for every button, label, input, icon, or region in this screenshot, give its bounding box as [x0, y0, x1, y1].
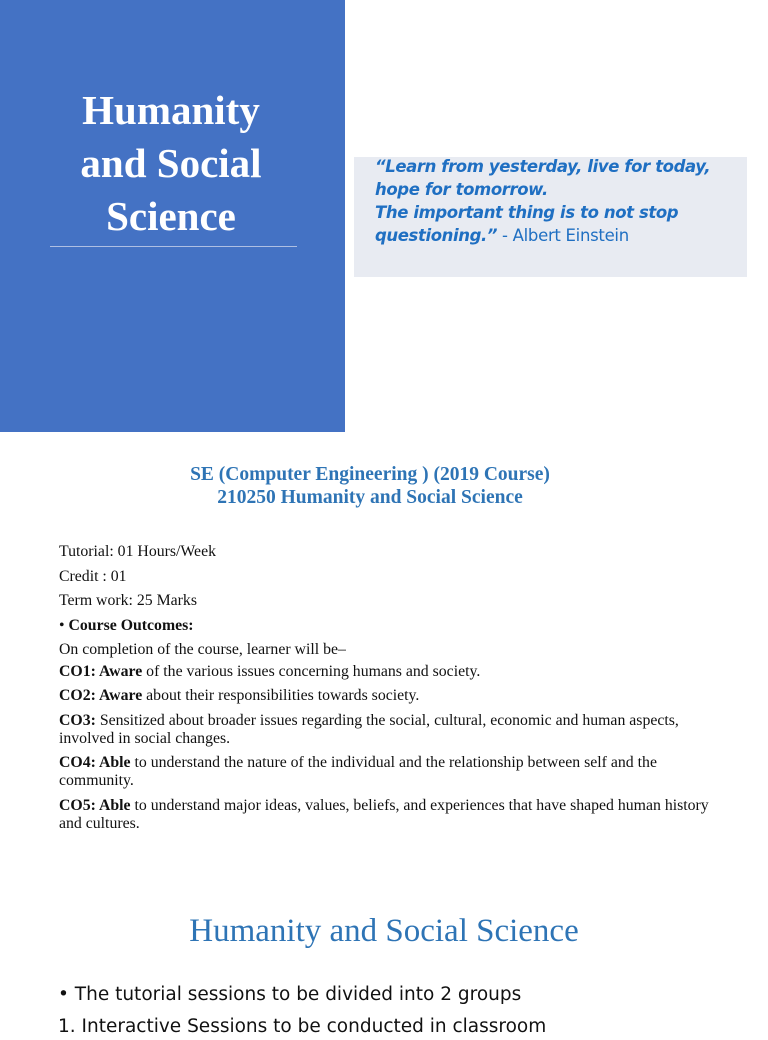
quote-line: The important thing is to not stop: [375, 203, 679, 222]
outcome-code: CO1:: [59, 662, 99, 680]
outcome-code: CO3:: [59, 711, 100, 729]
course-heading-line2: 210250 Humanity and Social Science: [217, 487, 523, 508]
outcome-text: about their responsibilities towards society.: [142, 687, 420, 705]
author-name: Dr Madhavi Pradhan: [608, 306, 722, 321]
tutorial-slide: [0, 880, 768, 1037]
title-line: and Social: [80, 140, 262, 186]
title-slide: [0, 0, 768, 432]
author-institution: AISSMS College of Engg, Pune: [547, 330, 722, 345]
title-line: Science: [106, 193, 236, 239]
course-heading-line1: SE (Computer Engineering ) (2019 Course): [190, 464, 550, 485]
course-slide: [0, 432, 768, 880]
outcome-text: to understand the nature of the individual and the relationship between self and the community.: [59, 754, 657, 790]
course-outcome: [59, 754, 709, 790]
course-heading: [0, 463, 740, 509]
outcome-verb: Able: [98, 796, 131, 814]
credit: Credit : 01: [59, 567, 127, 585]
outcome-text: to understand major ideas, values, beliefs, and experiences that have shaped human history and cultures.: [59, 796, 709, 832]
title-divider: [50, 246, 297, 247]
tutorial-slide-title: Humanity and Social Science: [189, 913, 579, 949]
outcomes-heading-label: Course Outcomes:: [68, 616, 194, 634]
bullet-glyph: •: [59, 616, 69, 634]
course-outcome: [59, 687, 709, 705]
outcome-text: of the various issues concerning humans and society.: [142, 662, 481, 680]
quote-text: [375, 155, 735, 247]
quote-attribution: - Albert Einstein: [497, 226, 629, 245]
outcome-code: CO5:: [59, 796, 99, 814]
tutorial-bullet-cutoff: 1. Interactive Sessions to be conducted in classroom: [58, 1016, 547, 1037]
outcome-code: CO4:: [59, 754, 99, 772]
slide-title: [40, 84, 302, 243]
outcome-verb: Able: [98, 754, 131, 772]
course-details: [59, 540, 709, 839]
outcomes-intro: On completion of the course, learner will be–: [59, 641, 346, 659]
course-outcome: [59, 797, 709, 833]
outcome-verb: Aware: [98, 662, 143, 680]
term-work: Term work: 25 Marks: [59, 592, 197, 610]
outcome-text: Sensitized about broader issues regarding the social, cultural, economic and human aspects, involved in social changes.: [59, 711, 679, 747]
course-outcome: [59, 663, 709, 681]
outcomes-heading: [59, 614, 709, 639]
title-line: Humanity: [82, 87, 260, 133]
outcome-code: CO2:: [59, 687, 99, 705]
tutorial-hours: Tutorial: 01 Hours/Week: [59, 543, 216, 560]
quote-line: hope for tomorrow.: [375, 180, 548, 199]
course-outcome: [59, 712, 709, 748]
author-block: [442, 302, 722, 350]
quote-line: “Learn from yesterday, live for today,: [375, 157, 711, 176]
outcome-verb: Aware: [98, 687, 143, 705]
quote-line: questioning.”: [375, 226, 498, 245]
tutorial-bullet: • The tutorial sessions to be divided into 2 groups: [58, 984, 522, 1005]
